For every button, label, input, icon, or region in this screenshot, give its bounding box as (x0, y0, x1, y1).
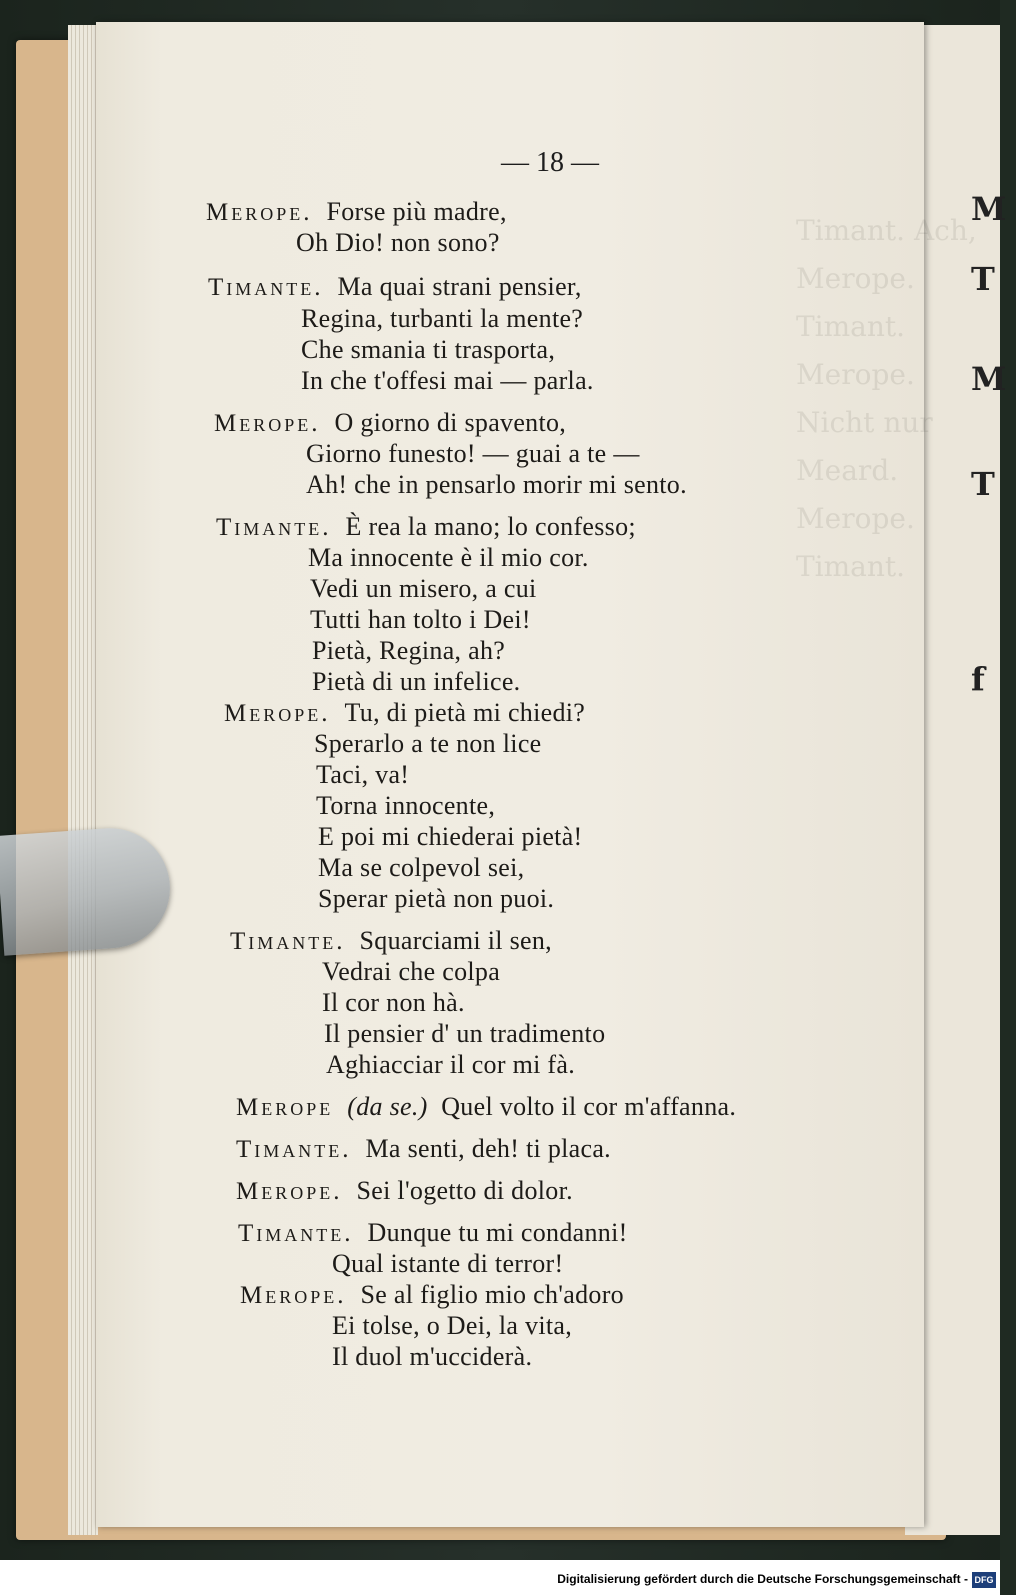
ghost-line: Merope. (796, 358, 915, 391)
facing-glyph: T (971, 465, 995, 503)
line-text: Squarciami il sen, (359, 926, 552, 955)
verse-line (216, 512, 636, 542)
facing-glyph: f (971, 660, 985, 698)
verse-line (238, 1218, 628, 1248)
stage-direction: (da se.) (347, 1092, 428, 1121)
verse-line (214, 408, 566, 438)
verse-line (240, 1280, 624, 1310)
verse-line: Regina, turbanti la mente? (301, 304, 584, 333)
show-through-text (796, 212, 1016, 586)
ghost-line: Merope. (796, 262, 915, 295)
speaker-name: Merope. (240, 1282, 347, 1309)
verse-line: Il cor non hà. (322, 988, 465, 1017)
line-text: Sei l'ogetto di dolor. (356, 1176, 573, 1205)
verse-line: Vedi un misero, a cui (310, 574, 537, 603)
footer-bar (0, 1560, 1000, 1595)
verse-line: Che smania ti trasporta, (301, 335, 556, 364)
line-text: Tu, di pietà mi chiedi? (344, 698, 586, 727)
ghost-line: Nicht nur (796, 406, 933, 439)
verse-line: Ma innocente è il mio cor. (308, 543, 589, 572)
page-number: — 18 — (501, 147, 599, 178)
verse-line: E poi mi chiederai pietà! (318, 822, 583, 851)
verse-line: Pietà, Regina, ah? (312, 636, 506, 665)
line-text: È rea la mano; lo confesso; (345, 512, 636, 541)
speaker-name: Merope. (236, 1178, 343, 1205)
ghost-line: Timant. (796, 550, 906, 583)
facing-glyph: T (971, 260, 995, 298)
ghost-line: Timant. (796, 310, 906, 343)
verse-line: Giorno funesto! — guai a te — (306, 439, 640, 468)
verse-line: Tutti han tolto i Dei! (310, 605, 531, 634)
verse-line: Il pensier d' un tradimento (324, 1019, 606, 1048)
speaker-name: Timante. (230, 928, 346, 955)
ghost-line: Timant. Ach, (796, 214, 977, 247)
verse-line: In che t'offesi mai — parla. (301, 366, 594, 395)
verse-line (208, 272, 582, 302)
speaker-name: Timante. (216, 514, 332, 541)
speaker-name: Timante. (238, 1220, 354, 1247)
dfg-logo: DFG (972, 1572, 996, 1588)
page-edges (68, 25, 98, 1535)
verse-line (230, 926, 552, 956)
speaker-name: Merope. (214, 410, 321, 437)
verse-line: Il duol m'ucciderà. (332, 1342, 533, 1371)
line-text: O giorno di spavento, (334, 408, 567, 437)
line-text: Forse più madre, (326, 197, 507, 226)
speaker-name: Merope. (206, 199, 313, 226)
verse-line: Torna innocente, (316, 791, 496, 820)
verse-line: Ei tolse, o Dei, la vita, (332, 1311, 573, 1340)
line-text: Ma quai strani pensier, (337, 272, 582, 301)
verse-line (236, 1134, 611, 1164)
verse-line: Ma se colpevol sei, (318, 853, 525, 882)
speaker-name: Merope. (224, 700, 331, 727)
verse-line (206, 197, 507, 227)
line-text: Dunque tu mi condanni! (367, 1218, 628, 1247)
verse-line (236, 1176, 573, 1206)
verse-line: Taci, va! (316, 760, 410, 789)
facing-glyph: M (971, 190, 1007, 228)
verse-line: Vedrai che colpa (322, 957, 501, 986)
verse-line: Sperar pietà non puoi. (318, 884, 555, 913)
line-text: Se al figlio mio ch'adoro (360, 1280, 624, 1309)
verse-line: Aghiacciar il cor mi fà. (326, 1050, 576, 1079)
facing-glyph: M (971, 360, 1007, 398)
line-text: Quel volto il cor m'affanna. (441, 1092, 737, 1121)
speaker-name: Timante. (236, 1136, 352, 1163)
line-text: Ma senti, deh! ti placa. (365, 1134, 611, 1163)
book-page (96, 22, 977, 1527)
funding-credit: Digitalisierung gefördert durch die Deutsche Forschungsgemeinschaft - (557, 1572, 968, 1586)
verse-line: Qual istante di terror! (332, 1249, 564, 1278)
ghost-line: Merope. (796, 502, 915, 535)
verse-line (236, 1092, 736, 1122)
verse-line: Sperarlo a te non lice (314, 729, 542, 758)
verse-line: Oh Dio! non sono? (296, 228, 500, 257)
speaker-name: Timante. (208, 274, 324, 301)
verse-line (224, 698, 585, 728)
speaker-name: Merope (236, 1094, 334, 1121)
verse-line: Ah! che in pensarlo morir mi sento. (306, 470, 687, 499)
ghost-line: Meard. (796, 454, 899, 487)
verse-line: Pietà di un infelice. (312, 667, 521, 696)
